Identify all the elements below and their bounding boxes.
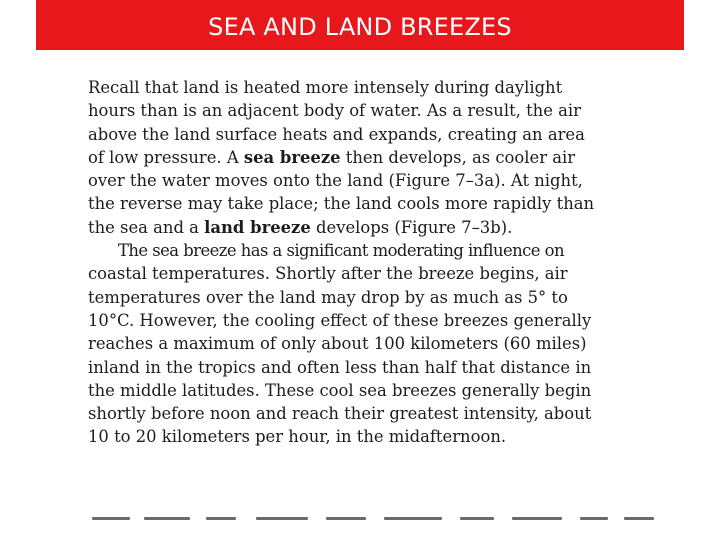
paragraph-2-line-9: 10 to 20 kilometers per hour, in the midafternoon. xyxy=(88,427,507,447)
cropped-next-line xyxy=(88,511,662,525)
paragraph-2-line-7: the middle latitudes. These cool sea breezes generally begin xyxy=(88,380,592,400)
paragraph-1-line-7 xyxy=(88,216,662,239)
term-sea-breeze: sea breeze xyxy=(243,147,341,167)
paragraph-1-line-6: the reverse may take place; the land cools more rapidly than xyxy=(88,194,595,214)
paragraph-2-line-1: The sea breeze has a significant moderating influence on xyxy=(118,241,564,261)
paragraph-2-line-5: reaches a maximum of only about 100 kilometers (60 miles) xyxy=(88,334,587,354)
scanned-text-excerpt xyxy=(88,76,662,449)
term-land-breeze: land breeze xyxy=(204,217,311,237)
paragraph-2-line-3: temperatures over the land may drop by as much as 5° to xyxy=(88,287,568,307)
line-7-text-end: develops (Figure 7–3b). xyxy=(310,217,513,237)
line-4-text-end: then develops, as cooler air xyxy=(340,147,576,167)
line-7-text-start: the sea and a xyxy=(88,217,205,237)
slide-title: SEA AND LAND BREEZES xyxy=(208,13,512,41)
paragraph-1-line-5: over the water moves onto the land (Figure 7–3a). At night, xyxy=(88,171,583,191)
paragraph-2-line-2: coastal temperatures. Shortly after the breeze begins, air xyxy=(88,264,568,284)
line-4-text-start: of low pressure. A xyxy=(88,147,244,167)
paragraph-2-line-8: shortly before noon and reach their greatest intensity, about xyxy=(88,404,592,424)
paragraph-2-line-6: inland in the tropics and often less than half that distance in xyxy=(88,357,592,377)
paragraph-2 xyxy=(88,239,662,262)
paragraph-1-line-3: above the land surface heats and expands, creating an area xyxy=(88,124,585,144)
paragraph-2-line-4: 10°C. However, the cooling effect of these breezes generally xyxy=(88,310,592,330)
paragraph-1-line-1: Recall that land is heated more intensely during daylight xyxy=(88,78,563,97)
paragraph-1-line-4 xyxy=(88,146,662,169)
paragraph-1-line-2: hours than is an adjacent body of water. As a result, the air xyxy=(88,101,581,121)
slide-title-bar xyxy=(36,0,684,50)
paragraph-2-continued xyxy=(88,262,662,448)
paragraph-1 xyxy=(88,76,662,239)
